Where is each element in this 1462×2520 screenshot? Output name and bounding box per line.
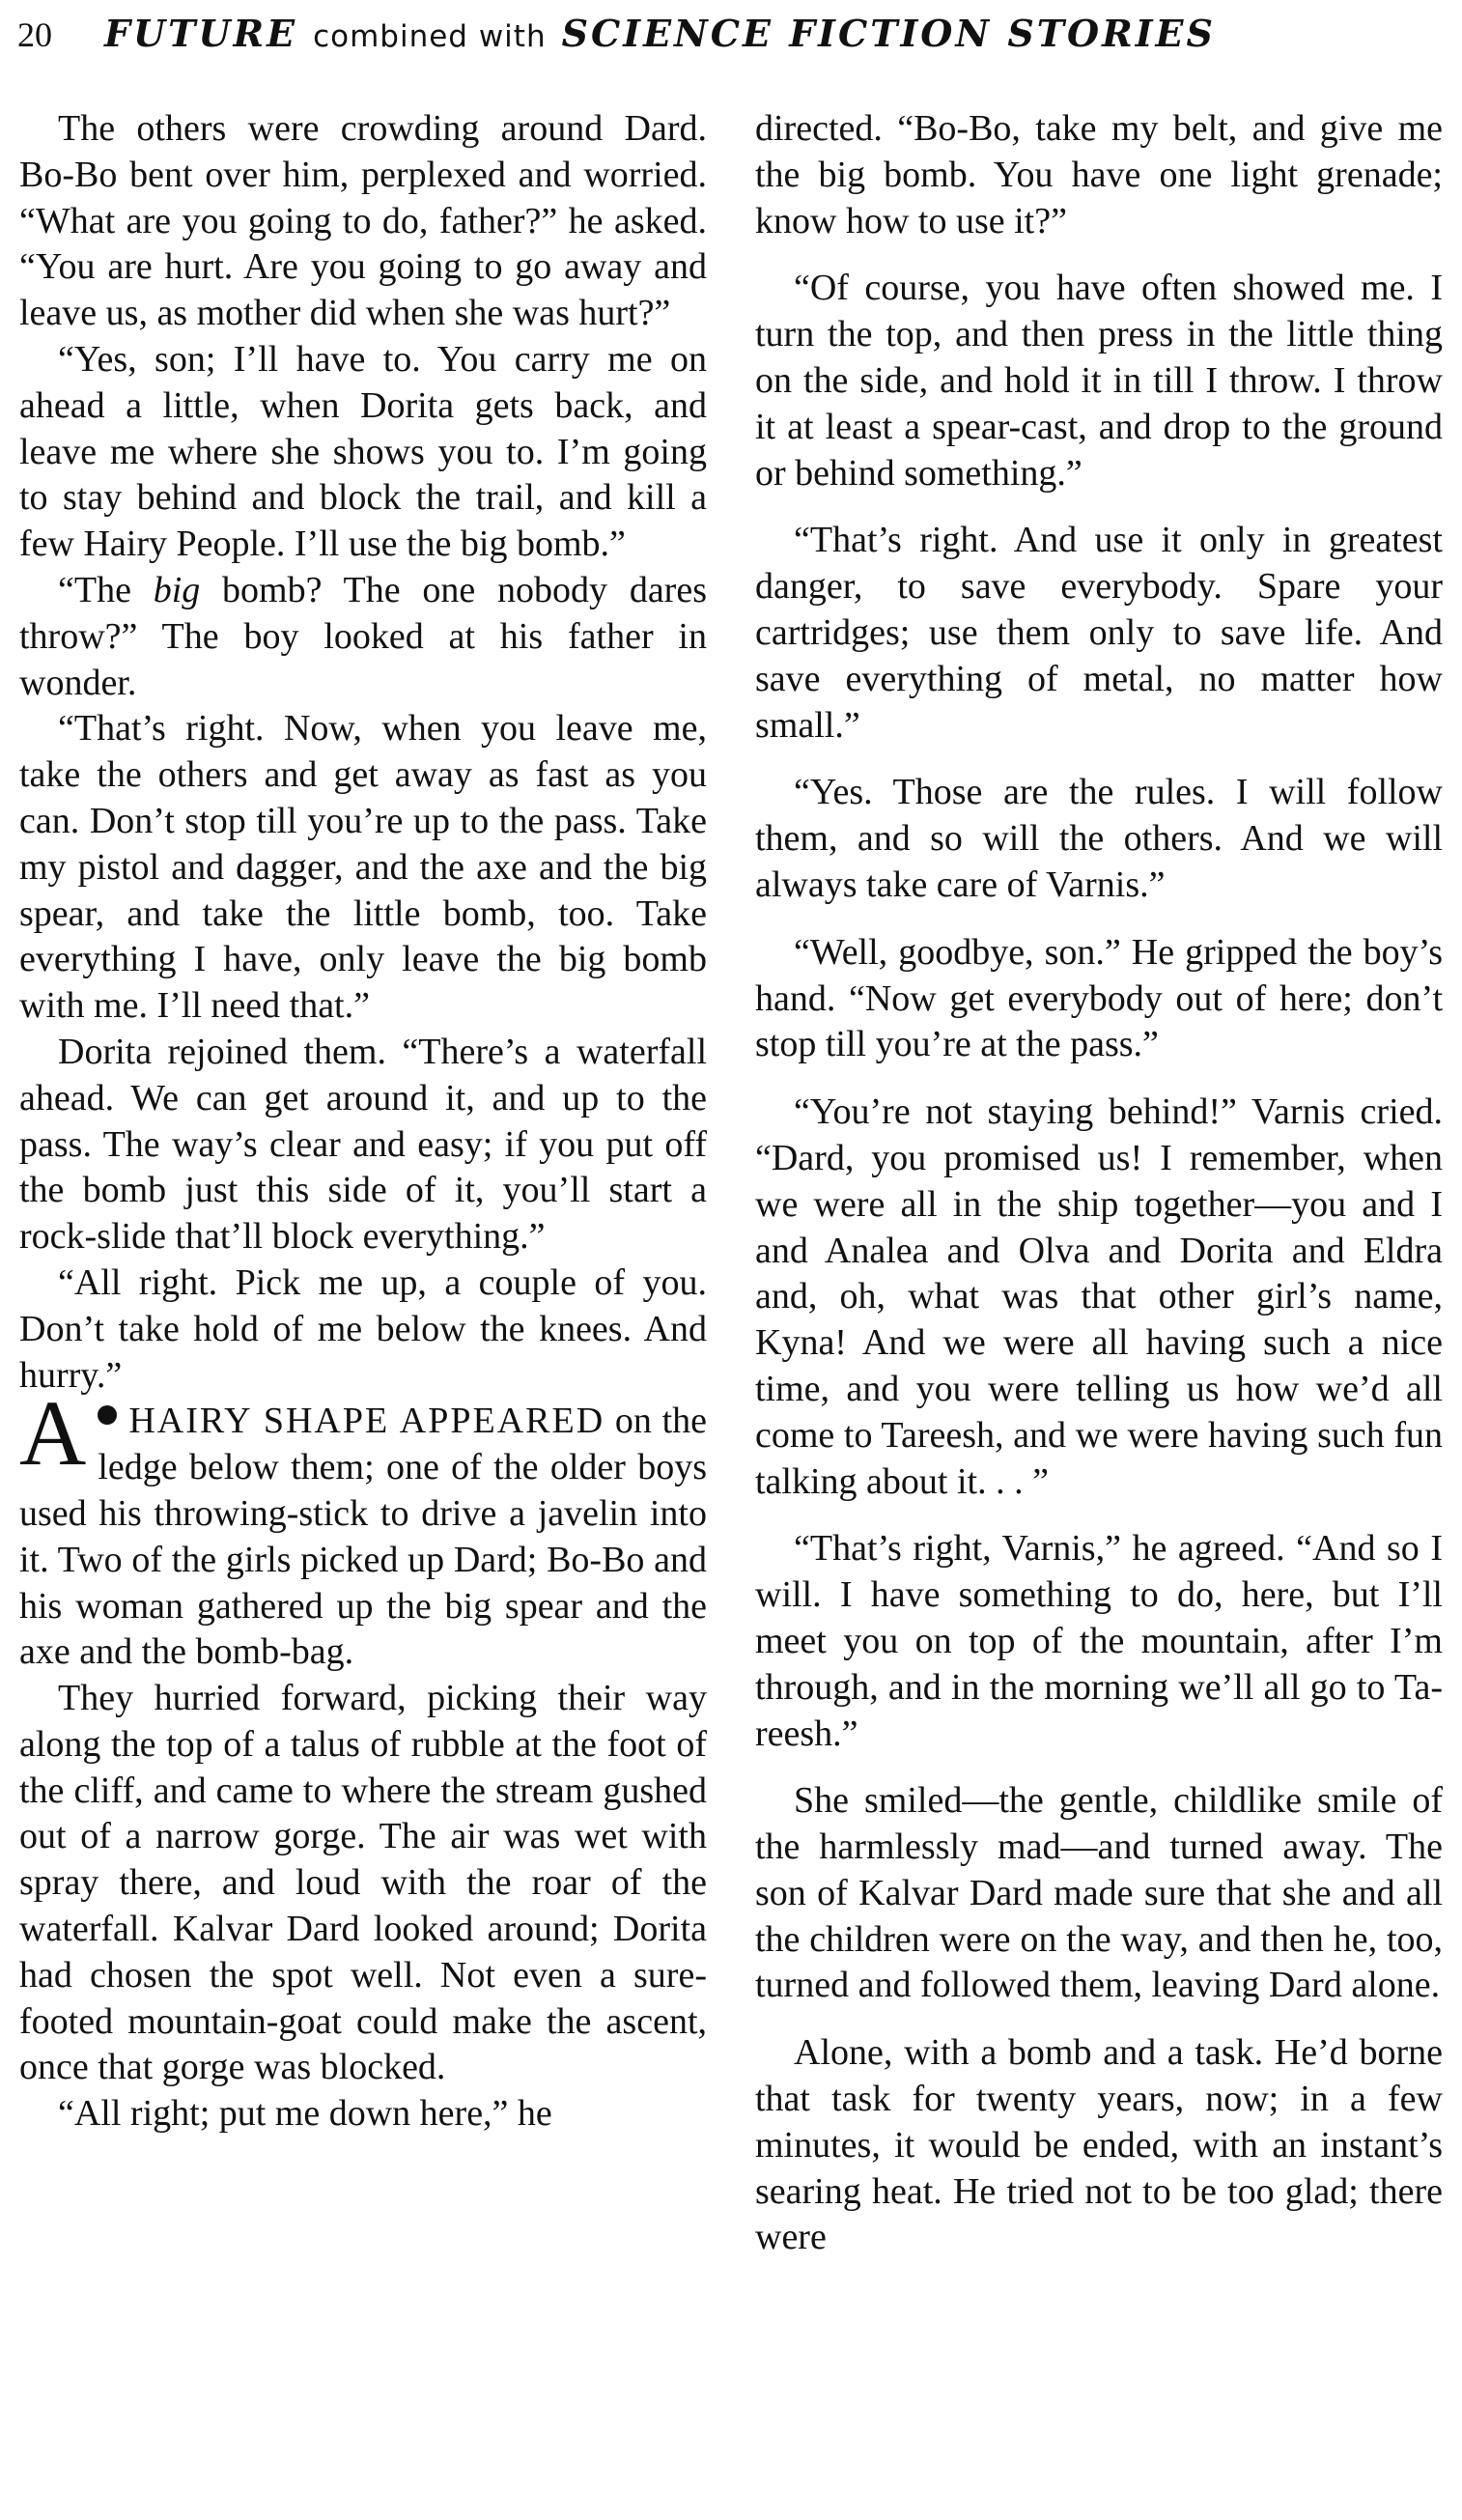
section-opening-paragraph: [19, 1381, 707, 1676]
left-column: [19, 106, 707, 2511]
paragraph-text: bomb? The one nobody dares throw?” The boy looked at his father in wonder.: [19, 569, 707, 703]
drop-cap: A: [19, 1381, 87, 1486]
paragraph: “All right. Pick me up, a couple of you. Don’t take hold of me below the knees. And hurry.”: [19, 1261, 707, 1396]
magazine-title-secondary: SCIENCE FICTION STORIES: [561, 12, 1216, 55]
paragraph: “Yes, son; I’ll have to. You carry me on ahead a little, when Dorita gets back, and leave me where she shows you to. I’m going to stay behind and block the trail, and kill a few Hairy People. I’ll use the big bomb.”: [19, 338, 707, 565]
paragraph-continued: directed. “Bo-Bo, take my belt, and give me the big bomb. You have one light grenade; know how to use it?”: [755, 108, 1443, 241]
page-number: 20: [17, 15, 52, 54]
paragraph: “All right; put me down here,” he: [58, 2093, 552, 2135]
paragraph: “Well, goodbye, son.” He gripped the boy’s hand. “Now get everybody out of here; don’t stop till you’re at the pass.”: [755, 931, 1443, 1065]
paragraph-text: on the ledge below them; one of the older boys used his throwing-stick to drive a javelin into it. Two of the girls picked up Dard; Bo-Bo and his woman gathered up the big spear and the axe and the bomb-bag.: [19, 1401, 707, 1673]
paragraph: They hurried forward, picking their way along the top of a talus of rubble at the foot of the cliff, and came to where the stream gushed out of a narrow gorge. The air was wet with spray there, and loud with the roar of the waterfall. Kalvar Dard looked around; Dorita had chosen the spot well. Not even a sure-footed mountain-goat could make the ascent, once that gorge was blocked.: [19, 1678, 707, 2088]
paragraph: “You’re not staying behind!” Varnis cried. “Dard, you promised us! I remember, when we were all in the ship together—you and I and Analea and Olva and Dorita and Eldra and, oh, what was that other girl’s name, Kyna! And we were all having such a nice time, and you were telling us how we’d all come to Tareesh, and we were having such fun talking about it. . . ”: [755, 1091, 1443, 1502]
paragraph: She smiled—the gentle, childlike smile of the harmlessly mad—and turned away. The son of Kalvar Dard made sure that she and all the children were on the way, and then he, too, turned and followed them, leaving Dard alone.: [755, 1780, 1443, 2006]
running-header: [17, 12, 1302, 66]
paragraph: Dorita rejoined them. “There’s a waterfall ahead. We can get around it, and up to the pass. The way’s clear and easy; if you put off the bomb just this side of it, you’ll start a rock-slide that’ll block everything.”: [19, 1031, 707, 1258]
section-bullet-icon: [98, 1405, 117, 1425]
section-lead-in: HAIRY SHAPE APPEARED: [128, 1401, 605, 1442]
paragraph: The others were crowding around Dard. Bo-Bo bent over him, perplexed and worried. “What are you going to do, father?” he asked. “You are hurt. Are you going to go away and leave us, as mother did when she was hurt?”: [19, 108, 707, 334]
emphasis-text: big: [153, 569, 201, 610]
paragraph-text: “The: [58, 569, 154, 610]
paragraph: [19, 568, 707, 706]
paragraph: “Of course, you have often showed me. I turn the top, and then press in the little thing on the side, and hold it in till I throw. I throw it at least a spear-cast, and drop to the ground or behind something.”: [755, 268, 1443, 494]
magazine-title: FUTURE: [104, 12, 298, 55]
paragraph: “Yes. Those are the rules. I will follow them, and so will the others. And we will always take care of Varnis.”: [755, 772, 1443, 905]
paragraph: “That’s right. And use it only in greatest danger, to save everybody. Spare your cartridges; use them only to save life. And save everything of metal, no matter how small.”: [755, 520, 1443, 746]
combined-with-text: combined with: [313, 19, 547, 54]
paragraph: “That’s right. Now, when you leave me, take the others and get away as fast as you can. Don’t stop till you’re up to the pass. Take my pistol and dagger, and the axe and the big spear, and take the little bomb, too. Take everything I have, only leave the big bomb with me. I’ll need that.”: [19, 708, 707, 1027]
paragraph: “That’s right, Varnis,” he agreed. “And so I will. I have something to do, here, but I’ll meet you on top of the mountain, after I’m through, and in the morning we’ll all go to Tareesh.”: [755, 1528, 1443, 1754]
right-column: [755, 106, 1443, 2511]
paragraph: Alone, with a bomb and a task. He’d borne that task for twenty years, now; in a few minutes, it would be ended, with an instant’s searing heat. He tried not to be too glad; there were: [755, 2032, 1443, 2258]
